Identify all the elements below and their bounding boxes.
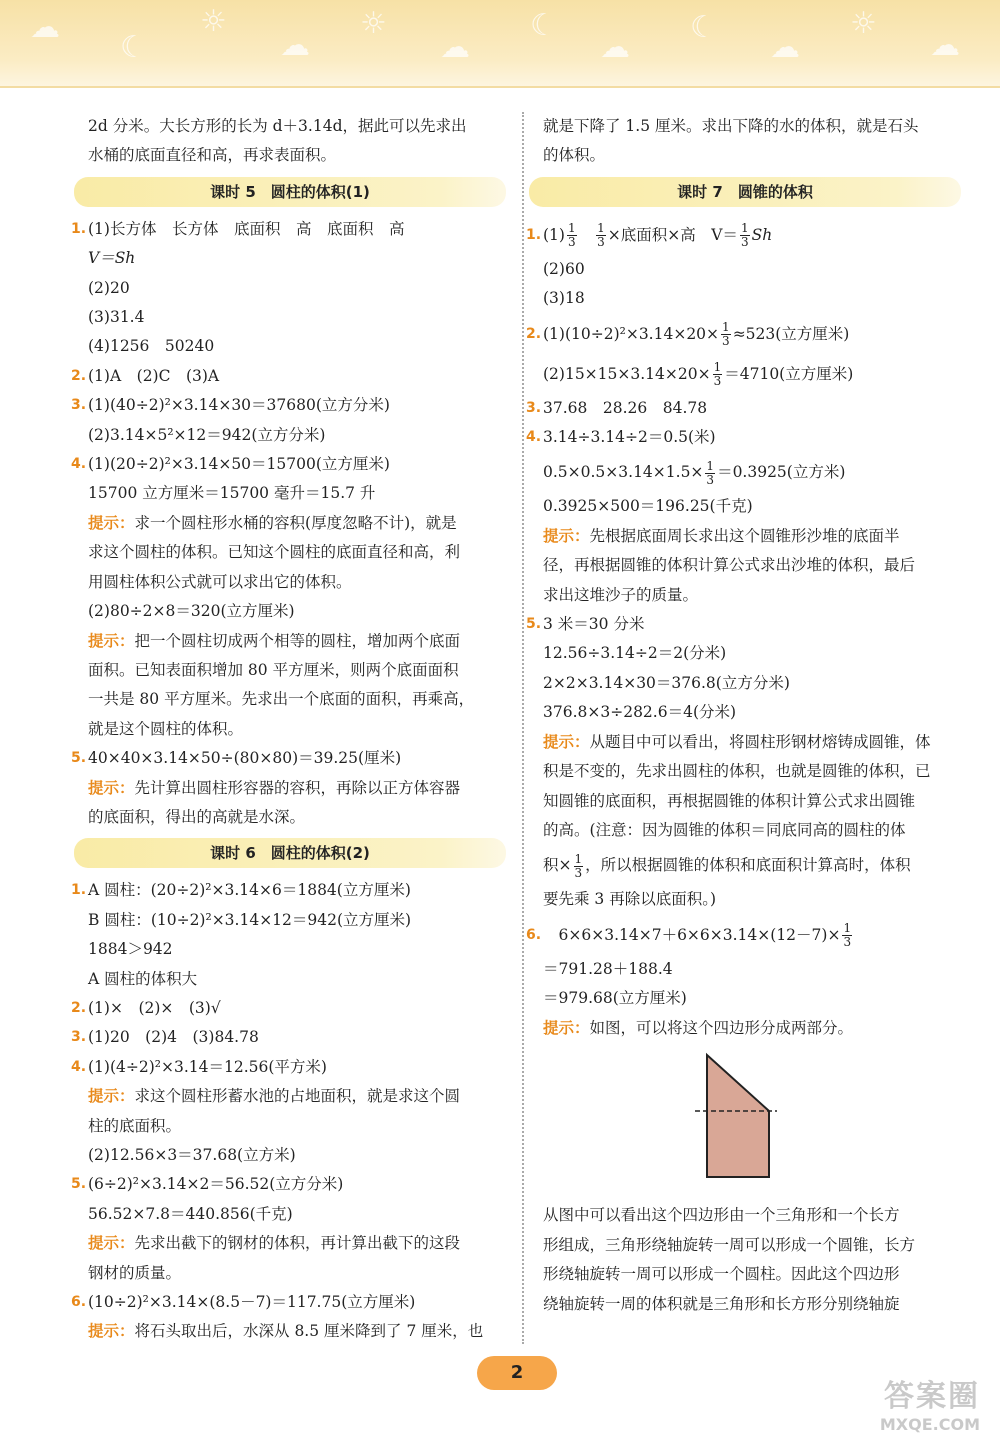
cloud-decoration-icon: ☁ — [770, 30, 800, 65]
answer-text: Sh — [751, 225, 773, 244]
tip-label: 提示： — [88, 1234, 135, 1253]
answer-text: (1) — [543, 225, 565, 244]
answer-text: (2)20 — [88, 278, 130, 297]
question-number: 3. — [526, 399, 542, 416]
tip-text: 求这个圆柱形蓄水池的占地面积，就是求这个圆 — [134, 1087, 461, 1106]
answer-text: 3 米＝30 分米 — [543, 615, 645, 634]
answer-text: 15700 立方厘米＝15700 毫升＝15.7 升 — [88, 484, 376, 503]
question-number: 1. — [71, 882, 87, 899]
text-line: 从图中可以看出这个四边形由一个三角形和一个长方 — [543, 1206, 900, 1225]
answer-text: (1)20 (2)4 (3)84.78 — [88, 1028, 259, 1047]
quadrilateral-figure — [693, 1051, 963, 1191]
answer-text: 2×2×3.14×30＝376.8(立方分米) — [543, 673, 790, 692]
answer-text: (2)60 — [543, 259, 585, 278]
tip-text: 面积。已知表面积增加 80 平方厘米，则两个底面面积 — [88, 660, 459, 679]
answer-text: (1)(4÷2)²×3.14＝12.56(平方米) — [88, 1057, 327, 1076]
tip-label: 提示： — [543, 1018, 590, 1037]
tip-text: 把一个圆柱切成两个相等的圆柱，增加两个底面 — [134, 631, 461, 650]
text-line: 绕轴旋转一周的体积就是三角形和长方形分别绕轴旋 — [543, 1294, 900, 1313]
sun-decoration-icon: ☼ — [850, 6, 877, 41]
answer-text: ＝0.3925(立方米) — [717, 463, 846, 482]
fraction-one-third: $\frac{1}{3}$ — [740, 221, 749, 250]
text-line: 就是下降了 1.5 厘米。求出下降的水的体积，就是石头 — [543, 117, 919, 135]
lesson7-title: 课时 7 圆锥的体积 — [529, 177, 961, 207]
question-number: 4. — [71, 1058, 87, 1075]
answer-text: (2)80÷2×8＝320(立方厘米) — [88, 602, 295, 621]
question-number: 1. — [71, 220, 87, 237]
text-line: 的体积。 — [543, 146, 606, 165]
answer-text: (4)1256 50240 — [88, 337, 215, 356]
answer-text: (1)(20÷2)²×3.14×50＝15700(立方厘米) — [88, 455, 390, 474]
answer-text: (2)15×15×3.14×20× — [543, 364, 711, 383]
tip-text: 的高。(注意：因为圆锥的体积＝同底同高的圆柱的体 — [543, 820, 906, 839]
answer-text: (1)(10÷2)²×3.14×20× — [543, 324, 720, 343]
tip-text: 先计算出圆柱形容器的容积，再除以正方体容器 — [134, 778, 461, 797]
lesson6-title: 课时 6 圆柱的体积(2) — [74, 838, 506, 868]
answer-text: ×底面积×高 V＝ — [607, 225, 738, 244]
fraction-one-third: $\frac{1}{3}$ — [597, 221, 605, 250]
answer-text: (3)31.4 — [88, 308, 145, 327]
tip-text: 径，再根据圆锥的体积计算公式求出沙堆的体积，最后 — [543, 556, 916, 575]
sun-decoration-icon: ☼ — [360, 6, 387, 41]
tip-text: 用圆柱体积公式就可以求出它的体积。 — [88, 572, 352, 591]
fraction-one-third: $\frac{1}{3}$ — [843, 921, 852, 950]
question-number: 3. — [71, 1029, 87, 1046]
answer-text: (2)12.56×3＝37.68(立方米) — [88, 1146, 296, 1164]
question-number: 1. — [526, 226, 542, 243]
tip-label: 提示： — [88, 1322, 135, 1341]
text-line: 水桶的底面直径和高，再求表面积。 — [88, 146, 337, 165]
top-banner — [0, 0, 1000, 88]
answer-text: (1)A (2)C (3)A — [88, 366, 220, 385]
answer-text: ＝979.68(立方厘米) — [543, 989, 687, 1008]
answer-text: (6÷2)²×3.14×2＝56.52(立方分米) — [88, 1175, 344, 1194]
answer-text: 6×6×3.14×7＋6×6×3.14×(12－7)× — [558, 925, 841, 944]
answer-text: A 圆柱：(20÷2)²×3.14×6＝1884(立方厘米) — [88, 881, 411, 900]
tip-text: 的底面积，得出的高就是水深。 — [88, 807, 306, 826]
tip-label: 提示： — [543, 526, 590, 545]
fraction-one-third: $\frac{1}{3}$ — [713, 360, 722, 389]
tip-label: 提示： — [88, 778, 135, 797]
tip-label: 提示： — [88, 631, 135, 650]
answer-text: 3.14÷3.14÷2＝0.5(米) — [543, 428, 716, 447]
tip-text: 如图，可以将这个四边形分成两部分。 — [589, 1018, 854, 1037]
question-number: 2. — [71, 999, 87, 1016]
tip-text: 知圆锥的底面积，再根据圆锥的体积计算公式求出圆锥 — [543, 791, 916, 810]
answer-text: ＝791.28＋188.4 — [543, 959, 673, 978]
tip-label: 提示： — [88, 513, 135, 532]
answer-text: 0.3925×500＝196.25(千克) — [543, 497, 753, 516]
tip-text: 从题目中可以看出，将圆柱形钢材熔铸成圆锥，体 — [589, 732, 931, 751]
tip-text: 积× — [543, 856, 572, 875]
answer-text: 1884＞942 — [88, 940, 173, 959]
answer-text: (3)18 — [543, 289, 585, 308]
tip-label: 提示： — [88, 1087, 135, 1106]
sun-decoration-icon: ☼ — [200, 4, 227, 39]
text-line: 形绕轴旋转一周可以形成一个圆柱。因此这个四边形 — [543, 1265, 900, 1284]
question-number: 2. — [71, 367, 87, 384]
question-number: 5. — [526, 616, 542, 633]
fraction-one-third: $\frac{1}{3}$ — [706, 458, 715, 487]
answer-text: 376.8×3÷282.6＝4(分米) — [543, 703, 737, 722]
fraction-one-third: $\frac{1}{3}$ — [574, 851, 583, 880]
text-line: 2d 分米。大长方形的长为 d＋3.14d，据此可以先求出 — [88, 117, 467, 135]
tip-text: 求出这堆沙子的质量。 — [543, 585, 699, 604]
tip-label: 提示： — [543, 732, 590, 751]
answer-text: ＝4710(立方厘米) — [724, 364, 854, 383]
question-number: 4. — [526, 429, 542, 446]
fraction-one-third: $\frac{1}{3}$ — [722, 320, 730, 349]
answer-text: A 圆柱的体积大 — [88, 969, 198, 988]
left-column — [71, 112, 508, 1347]
answer-text: (2)3.14×5²×12＝942(立方分米) — [88, 425, 326, 444]
tip-text: 求一个圆柱形水桶的容积(厚度忽略不计)，就是 — [134, 513, 457, 532]
question-number: 6. — [71, 1294, 87, 1311]
tip-text: 将石头取出后，水深从 8.5 厘米降到了 7 厘米，也 — [134, 1322, 484, 1341]
tip-text: 求这个圆柱的体积。已知这个圆柱的底面直径和高，利 — [88, 543, 461, 562]
tip-text: 一共是 80 平方厘米。先求出一个底面的面积，再乘高， — [88, 690, 475, 709]
tip-text: 先求出截下的钢材的体积，再计算出截下的这段 — [134, 1234, 461, 1253]
tip-text: 就是这个圆柱的体积。 — [88, 719, 244, 738]
cloud-decoration-icon: ☁ — [30, 10, 60, 45]
page-number-badge: 2 — [477, 1356, 557, 1390]
watermark-logo: 答案圈 MXQE.COM — [879, 1379, 980, 1434]
answer-text: (1)长方体 长方体 底面积 高 底面积 高 — [88, 219, 405, 238]
question-number: 3. — [71, 397, 87, 414]
question-number: 4. — [71, 456, 87, 473]
moon-decoration-icon: ☾ — [690, 10, 717, 45]
answer-text: 37.68 28.26 84.78 — [543, 398, 708, 417]
answer-text: V＝Sh — [88, 249, 136, 268]
answer-text: 40×40×3.14×50÷(80×80)＝39.25(厘米) — [88, 749, 402, 768]
answer-text: B 圆柱：(10÷2)²×3.14×12＝942(立方厘米) — [88, 910, 412, 929]
answer-text: 56.52×7.8＝440.856(千克) — [88, 1204, 293, 1223]
answer-text: (1)× (2)× (3)√ — [88, 998, 221, 1017]
moon-decoration-icon: ☾ — [120, 30, 147, 65]
cloud-decoration-icon: ☁ — [440, 30, 470, 65]
question-number: 5. — [71, 1176, 87, 1193]
right-column — [526, 112, 963, 1319]
quadrilateral-shape — [707, 1055, 769, 1177]
fraction-one-third: $\frac{1}{3}$ — [567, 221, 576, 250]
tip-text: ，所以根据圆锥的体积和底面积计算高时，体积 — [585, 856, 911, 875]
tip-text: 要先乘 3 再除以底面积。) — [543, 890, 717, 909]
answer-text: 12.56÷3.14÷2＝2(分米) — [543, 644, 727, 663]
answer-text: (1)(40÷2)²×3.14×30＝37680(立方分米) — [88, 396, 390, 415]
tip-text: 钢材的质量。 — [88, 1263, 182, 1282]
tip-text: 先根据底面周长求出这个圆锥形沙堆的底面半 — [589, 526, 900, 545]
question-number: 2. — [526, 325, 542, 342]
moon-decoration-icon: ☾ — [530, 8, 557, 43]
answer-text: 0.5×0.5×3.14×1.5× — [543, 463, 704, 482]
tip-text: 积是不变的，先求出圆柱的体积，也就是圆锥的体积，已 — [543, 762, 931, 781]
answer-text: ≈523(立方厘米) — [732, 324, 850, 343]
answer-text: (10÷2)²×3.14×(8.5－7)＝117.75(立方厘米) — [88, 1293, 416, 1312]
cloud-decoration-icon: ☁ — [600, 30, 630, 65]
cloud-decoration-icon: ☁ — [930, 28, 960, 63]
text-line: 形组成，三角形绕轴旋转一周可以形成一个圆锥，长方 — [543, 1235, 916, 1254]
cloud-decoration-icon: ☁ — [280, 28, 310, 63]
question-number: 5. — [71, 750, 87, 767]
quadrilateral-diagram — [693, 1051, 803, 1181]
lesson5-title: 课时 5 圆柱的体积(1) — [74, 177, 506, 207]
column-divider — [522, 112, 524, 1344]
tip-text: 柱的底面积。 — [88, 1116, 182, 1135]
question-number: 6. — [526, 926, 542, 943]
